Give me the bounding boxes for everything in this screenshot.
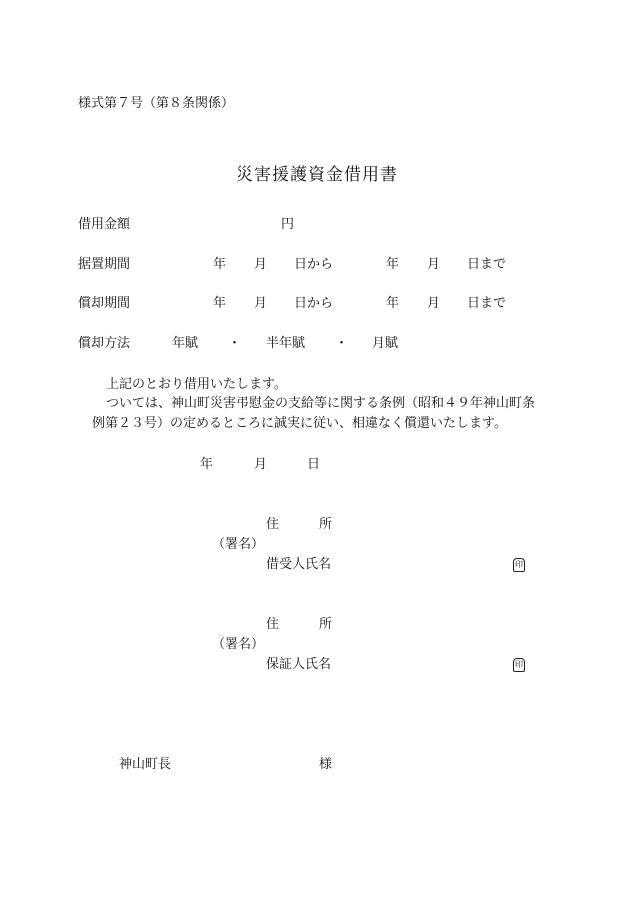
deferment-to-month: 月: [427, 257, 441, 272]
deferment-from-year: 年: [213, 257, 227, 272]
body-line-1: 上記のとおり借用いたします。: [106, 377, 287, 392]
date-month: 月: [254, 457, 268, 472]
date-year: 年: [200, 457, 214, 472]
deferment-from-month: 月: [254, 257, 268, 272]
deferment-to-day: 日まで: [467, 257, 507, 272]
form-number: 様式第７号（第８条関係）: [78, 96, 235, 111]
guarantor-address-label-2: 所: [319, 617, 333, 632]
guarantor-signature-note: （署名）: [212, 637, 265, 652]
repayment-to-month: 月: [427, 296, 441, 311]
option-annual: 年賦: [172, 336, 199, 351]
repayment-from-month: 月: [254, 296, 268, 311]
borrower-seal-icon: 印: [513, 558, 525, 572]
borrower-name-label: 借受人氏名: [266, 557, 332, 572]
option-separator: ・: [228, 336, 242, 351]
repayment-period-label: 償却期間: [78, 296, 131, 311]
repayment-to-day: 日まで: [467, 296, 507, 311]
loan-amount-label: 借用金額: [78, 217, 131, 232]
guarantor-name-label: 保証人氏名: [266, 657, 332, 672]
option-separator: ・: [335, 336, 349, 351]
option-monthly: 月賦: [372, 336, 399, 351]
document-title: 災害援護資金借用書: [236, 165, 398, 185]
repayment-to-year: 年: [386, 296, 400, 311]
deferment-to-year: 年: [386, 257, 400, 272]
deferment-period-label: 据置期間: [78, 257, 131, 272]
body-line-3: 例第２３号）の定めるところに誠実に従い、相違なく償還いたします。: [92, 416, 507, 431]
date-day: 日: [307, 457, 321, 472]
repayment-from-year: 年: [213, 296, 227, 311]
deferment-from-day: 日から: [294, 257, 334, 272]
body-line-2: ついては、神山町災害弔慰金の支給等に関する条例（昭和４９年神山町条: [106, 396, 536, 411]
borrower-address-label-1: 住: [266, 517, 280, 532]
guarantor-address-label-1: 住: [266, 617, 280, 632]
repayment-from-day: 日から: [294, 296, 334, 311]
addressee-honorific: 様: [319, 757, 333, 772]
loan-amount-unit: 円: [281, 217, 295, 232]
addressee-name: 神山町長: [119, 757, 172, 772]
borrower-signature-note: （署名）: [212, 537, 265, 552]
option-semiannual: 半年賦: [266, 336, 306, 351]
guarantor-seal-icon: 印: [513, 658, 525, 672]
repayment-method-label: 償却方法: [78, 336, 131, 351]
borrower-address-label-2: 所: [319, 517, 333, 532]
